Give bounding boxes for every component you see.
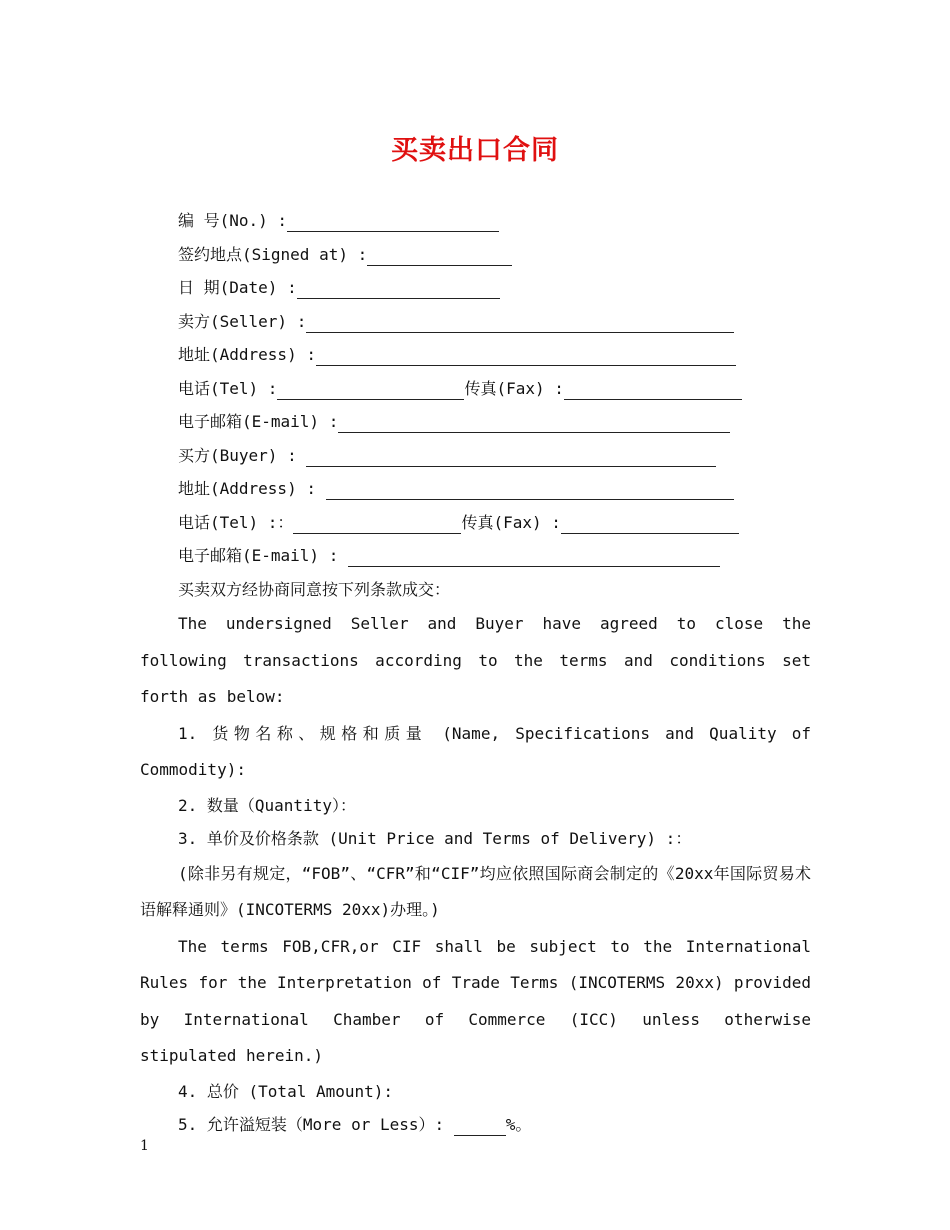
- field-label: 买方(Buyer) :: [178, 445, 307, 465]
- field-buyer-address: [140, 472, 811, 506]
- clause-5-label: 5. 允许溢短装（More or Less）:: [178, 1115, 454, 1134]
- field-signed-at: [140, 238, 811, 272]
- clause-2: 2. 数量（Quantity）：: [178, 795, 356, 815]
- field-buyer-email: [140, 539, 811, 573]
- field-label: 编 号(No.) :: [178, 211, 288, 230]
- field-seller-tel-fax: [140, 372, 811, 406]
- incoterms-cn: (除非另有规定，“FOB”、“CFR”和“CIF”均应依照国际商会制定的《20xx年国际贸易术语解释通则》(INCOTERMS 20xx)办理。): [140, 863, 811, 919]
- blank-line[interactable]: [297, 278, 500, 299]
- field-seller-address: [140, 338, 811, 372]
- clause-5-suffix: %。: [505, 1115, 532, 1134]
- field-seller-email: [140, 405, 811, 439]
- field-label: 电话(Tel) :: [178, 378, 278, 398]
- field-label: 传真(Fax) :: [461, 512, 561, 532]
- field-number: [140, 204, 811, 238]
- clause-1: 1. 货物名称、规格和质量 (Name, Specifications and Quality of Commodity):: [140, 723, 811, 779]
- field-seller: [140, 305, 811, 339]
- blank-line[interactable]: [316, 345, 736, 366]
- blank-line[interactable]: [367, 245, 512, 266]
- field-label: 地址(Address) :: [178, 479, 326, 498]
- blank-line[interactable]: [277, 379, 464, 400]
- field-label: 电子邮箱(E-mail) :: [178, 412, 339, 431]
- field-label: 地址(Address) :: [178, 345, 316, 364]
- blank-line[interactable]: [561, 513, 739, 534]
- page-number: 1: [140, 1138, 149, 1154]
- blank-line[interactable]: [348, 546, 720, 567]
- field-buyer: [140, 439, 811, 473]
- field-label: 日 期(Date) :: [178, 278, 297, 297]
- contract-title: 买卖出口合同: [391, 135, 559, 166]
- blank-line[interactable]: [564, 379, 742, 400]
- field-date: [140, 271, 811, 305]
- blank-line[interactable]: [326, 479, 734, 500]
- incoterms-en: The terms FOB,CFR,or CIF shall be subject to the International Rules for the Interpretation of Trade Terms (INCOTERMS 20xx) provided by International Chamber of Commerce (ICC) unless otherwise stipulated herein.): [140, 936, 811, 1065]
- blank-line[interactable]: [338, 412, 730, 433]
- field-label: 签约地点(Signed at) :: [178, 244, 368, 264]
- clause-3: 3. 单价及价格条款 (Unit Price and Terms of Delivery) :：: [178, 829, 692, 848]
- field-label: 电话(Tel) :：: [178, 512, 294, 532]
- blank-line[interactable]: [306, 312, 734, 333]
- agreement-en: The undersigned Seller and Buyer have agreed to close the following transactions according to the terms and conditions set forth as below:: [140, 614, 811, 706]
- field-label: 卖方(Seller) :: [178, 311, 307, 331]
- clause-4: 4. 总价 (Total Amount):: [178, 1081, 394, 1101]
- clause-5: [140, 1108, 811, 1142]
- blank-line[interactable]: [287, 211, 499, 232]
- agreement-cn: 买卖双方经协商同意按下列条款成交：: [178, 579, 451, 599]
- field-label: 电子邮箱(E-mail) :: [178, 546, 348, 565]
- field-buyer-tel-fax: [140, 506, 811, 540]
- field-label: 传真(Fax) :: [464, 378, 564, 398]
- blank-line[interactable]: [293, 513, 461, 534]
- blank-line[interactable]: [306, 446, 716, 467]
- contract-body: [140, 204, 811, 1142]
- blank-line[interactable]: [454, 1115, 506, 1136]
